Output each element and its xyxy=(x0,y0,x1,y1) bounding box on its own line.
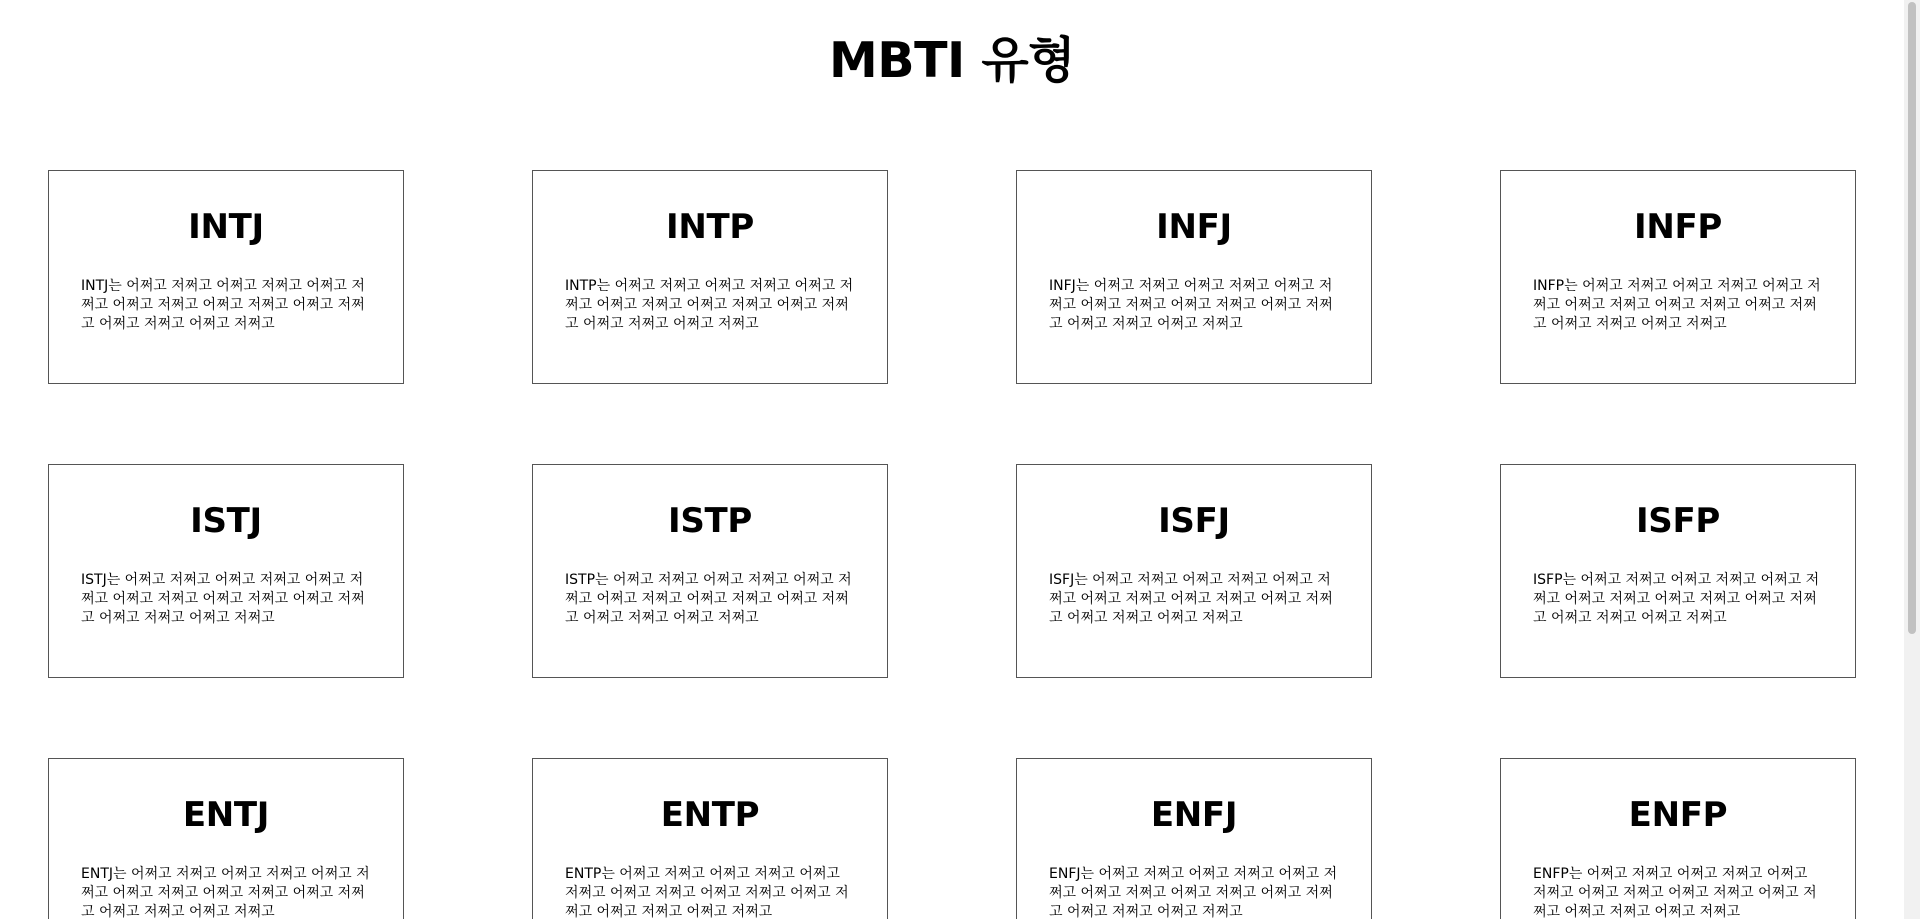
card-description: INFP는 어쩌고 저쩌고 어쩌고 저쩌고 어쩌고 저쩌고 어쩌고 저쩌고 어쩌고 저쩌고 어쩌고 저쩌고 어쩌고 저쩌고 어쩌고 저쩌고 xyxy=(1533,278,1821,332)
card-title: ENTP xyxy=(660,795,760,835)
card-description: INTP는 어쩌고 저쩌고 어쩌고 저쩌고 어쩌고 저쩌고 어쩌고 저쩌고 어쩌고 저쩌고 어쩌고 저쩌고 어쩌고 저쩌고 어쩌고 저쩌고 xyxy=(565,278,854,332)
card-title: ENFJ xyxy=(1150,795,1238,835)
card-title: INTJ xyxy=(188,207,264,247)
card-title: ISFJ xyxy=(1158,501,1230,541)
card-title: ISTJ xyxy=(190,501,262,541)
vertical-scrollbar[interactable] xyxy=(1904,0,1920,919)
card-title: INFJ xyxy=(1156,207,1232,247)
card-title: ISFP xyxy=(1635,501,1721,541)
mbti-card xyxy=(532,170,888,384)
mbti-card xyxy=(1016,464,1372,678)
card-description: ISTP는 어쩌고 저쩌고 어쩌고 저쩌고 어쩌고 저쩌고 어쩌고 저쩌고 어쩌고 저쩌고 어쩌고 저쩌고 어쩌고 저쩌고 어쩌고 저쩌고 xyxy=(565,572,852,626)
mbti-card xyxy=(1016,170,1372,384)
mbti-card xyxy=(1500,464,1856,678)
mbti-card-grid xyxy=(48,170,1856,919)
mbti-card xyxy=(48,464,404,678)
card-title: INFP xyxy=(1633,207,1723,247)
card-description: ENTJ는 어쩌고 저쩌고 어쩌고 저쩌고 어쩌고 저쩌고 어쩌고 저쩌고 어쩌고 저쩌고 어쩌고 저쩌고 어쩌고 저쩌고 어쩌고 저쩌고 xyxy=(81,866,370,919)
card-description: ISFP는 어쩌고 저쩌고 어쩌고 저쩌고 어쩌고 저쩌고 어쩌고 저쩌고 어쩌고 저쩌고 어쩌고 저쩌고 어쩌고 저쩌고 어쩌고 저쩌고 xyxy=(1533,572,1820,626)
page-title: MBTI 유형 xyxy=(829,32,1075,89)
mbti-card xyxy=(1500,170,1856,384)
card-title: INTP xyxy=(665,207,755,247)
card-title: ISTP xyxy=(667,501,753,541)
card-description: INFJ는 어쩌고 저쩌고 어쩌고 저쩌고 어쩌고 저쩌고 어쩌고 저쩌고 어쩌고 저쩌고 어쩌고 저쩌고 어쩌고 저쩌고 어쩌고 저쩌고 xyxy=(1049,278,1333,332)
mbti-card xyxy=(1016,758,1372,919)
scrollbar-thumb[interactable] xyxy=(1908,2,1916,634)
mbti-card xyxy=(532,464,888,678)
card-description: ENFJ는 어쩌고 저쩌고 어쩌고 저쩌고 어쩌고 저쩌고 어쩌고 저쩌고 어쩌고 저쩌고 어쩌고 저쩌고 어쩌고 저쩌고 어쩌고 저쩌고 xyxy=(1049,866,1338,919)
card-description: ISTJ는 어쩌고 저쩌고 어쩌고 저쩌고 어쩌고 저쩌고 어쩌고 저쩌고 어쩌고 저쩌고 어쩌고 저쩌고 어쩌고 저쩌고 어쩌고 저쩌고 xyxy=(81,572,365,626)
card-title: ENTJ xyxy=(182,795,270,835)
card-description: ISFJ는 어쩌고 저쩌고 어쩌고 저쩌고 어쩌고 저쩌고 어쩌고 저쩌고 어쩌고 저쩌고 어쩌고 저쩌고 어쩌고 저쩌고 어쩌고 저쩌고 xyxy=(1049,572,1333,626)
card-description: ENFP는 어쩌고 저쩌고 어쩌고 저쩌고 어쩌고 저쩌고 어쩌고 저쩌고 어쩌고 저쩌고 어쩌고 저쩌고 어쩌고 저쩌고 어쩌고 저쩌고 xyxy=(1533,866,1817,919)
card-description: INTJ는 어쩌고 저쩌고 어쩌고 저쩌고 어쩌고 저쩌고 어쩌고 저쩌고 어쩌고 저쩌고 어쩌고 저쩌고 어쩌고 저쩌고 어쩌고 저쩌고 xyxy=(81,278,365,332)
card-title: ENFP xyxy=(1628,795,1728,835)
card-description: ENTP는 어쩌고 저쩌고 어쩌고 저쩌고 어쩌고 저쩌고 어쩌고 저쩌고 어쩌고 저쩌고 어쩌고 저쩌고 어쩌고 저쩌고 어쩌고 저쩌고 xyxy=(565,866,849,919)
mbti-card xyxy=(532,758,888,919)
mbti-card xyxy=(1500,758,1856,919)
mbti-card xyxy=(48,170,404,384)
mbti-card xyxy=(48,758,404,919)
